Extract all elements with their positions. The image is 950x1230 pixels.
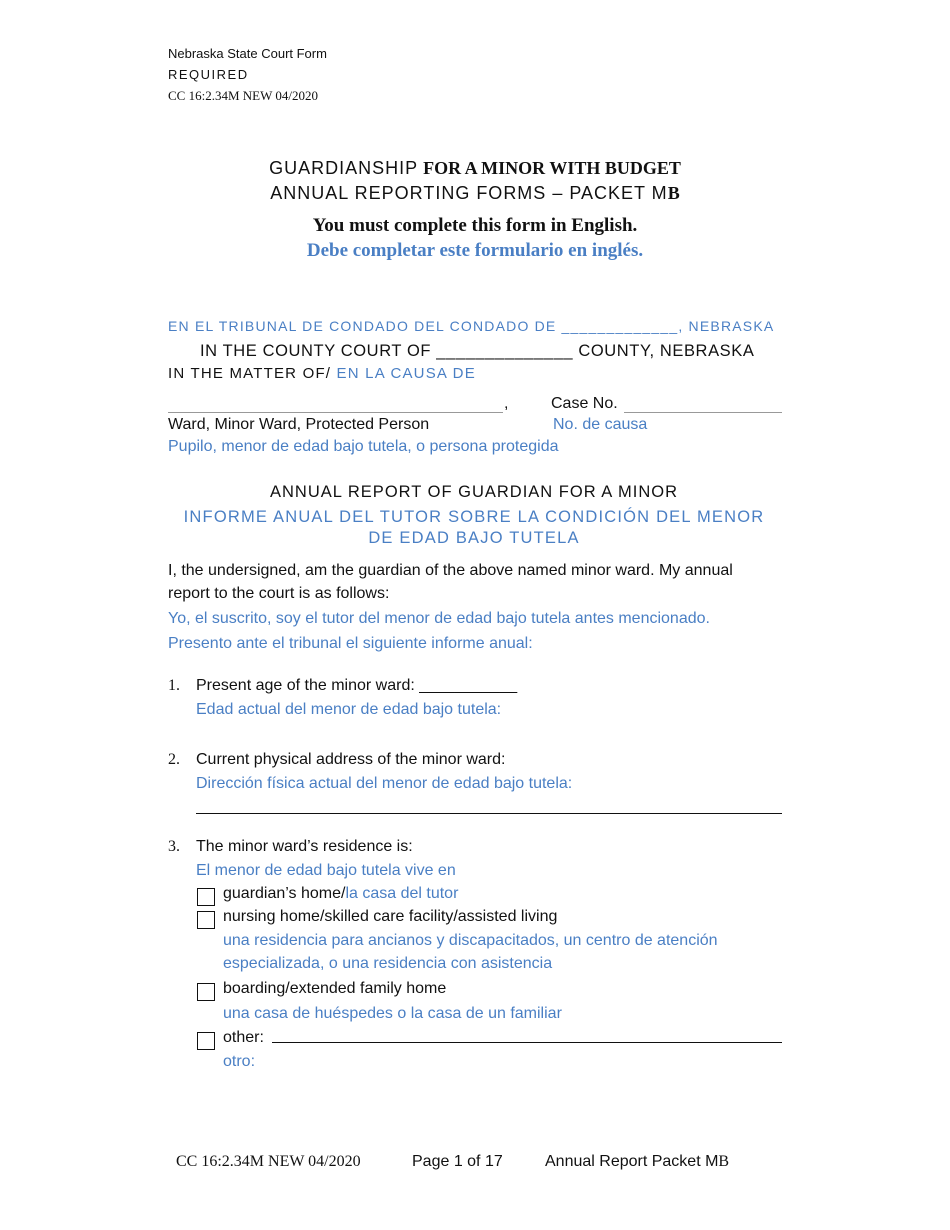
item-3-number: 3.: [168, 838, 180, 855]
item-1-number: 1.: [168, 677, 180, 694]
intro-english-2: report to the court is as follows:: [168, 585, 390, 602]
item-3-spanish: El menor de edad bajo tutela vive en: [196, 862, 456, 879]
ward-label-english: Ward, Minor Ward, Protected Person: [168, 416, 430, 433]
intro-english-1: I, the undersigned, am the guardian of the above named minor ward. My annual: [168, 562, 733, 579]
nursing-home-checkbox[interactable]: [197, 911, 215, 929]
spanish-notice: Debe completar este formulario en inglés.: [306, 240, 644, 261]
report-title-english: ANNUAL REPORT OF GUARDIAN FOR A MINOR: [269, 483, 678, 501]
item-1-english: Present age of the minor ward: ___________: [196, 677, 518, 694]
form-title-line2: ANNUAL REPORTING FORMS – PACKET MB: [270, 183, 680, 203]
form-header-number: CC 16:2.34M NEW 04/2020: [168, 88, 318, 103]
ward-name-line[interactable]: [168, 412, 503, 413]
report-title-spanish-1: INFORME ANUAL DEL TUTOR SOBRE LA CONDICIÓN DEL MENOR: [183, 508, 765, 526]
form-title-line1: GUARDIANSHIP FOR A MINOR WITH BUDGET: [269, 158, 681, 178]
option-other-label: other:: [223, 1029, 264, 1046]
option-guardians-home-label: guardian’s home/la casa del tutor: [223, 885, 459, 902]
option-nursing-home-spanish-2: especializada, o una residencia con asistencia: [223, 955, 553, 972]
form-header-required: REQUIRED: [168, 67, 249, 82]
court-caption-spanish: EN EL TRIBUNAL DE CONDADO DEL CONDADO DE _____________, NEBRASKA: [168, 318, 775, 334]
case-no-line[interactable]: [624, 412, 782, 413]
footer-form-number: CC 16:2.34M NEW 04/2020: [176, 1153, 361, 1170]
intro-spanish-2: Presento ante el tribunal el siguiente informe anual:: [168, 635, 533, 652]
option-nursing-home-label: nursing home/skilled care facility/assisted living: [223, 908, 558, 925]
other-specify-line[interactable]: [272, 1042, 782, 1043]
option-nursing-home-spanish-1: una residencia para ancianos y discapacitados, un centro de atención: [223, 932, 718, 949]
footer-packet-name: Annual Report Packet MB: [545, 1153, 730, 1170]
item-2-number: 2.: [168, 751, 180, 768]
boarding-home-checkbox[interactable]: [197, 983, 215, 1001]
intro-spanish-1: Yo, el suscrito, soy el tutor del menor de edad bajo tutela antes mencionado.: [168, 610, 710, 627]
item-2-english: Current physical address of the minor ward:: [196, 751, 506, 768]
court-caption-english: IN THE COUNTY COURT OF ______________ COUNTY, NEBRASKA: [200, 342, 755, 360]
other-checkbox[interactable]: [197, 1032, 215, 1050]
matter-of-label: IN THE MATTER OF/ EN LA CAUSA DE: [168, 365, 476, 382]
case-no-label: Case No.: [551, 395, 618, 412]
option-other-spanish: otro:: [223, 1053, 256, 1070]
form-header-name: Nebraska State Court Form: [168, 46, 327, 61]
item-2-spanish: Dirección física actual del menor de edad bajo tutela:: [196, 775, 573, 792]
report-title-spanish-2: DE EDAD BAJO TUTELA: [368, 529, 580, 547]
address-line[interactable]: [196, 813, 782, 814]
caption-comma: ,: [504, 395, 509, 412]
item-3-english: The minor ward’s residence is:: [196, 838, 413, 855]
english-notice: You must complete this form in English.: [312, 215, 638, 236]
item-1-spanish: Edad actual del menor de edad bajo tutela:: [196, 701, 502, 718]
case-no-label-spanish: No. de causa: [553, 416, 648, 433]
option-boarding-home-label: boarding/extended family home: [223, 980, 447, 997]
footer-page-number: Page 1 of 17: [412, 1153, 503, 1170]
option-boarding-home-spanish: una casa de huéspedes o la casa de un familiar: [223, 1005, 562, 1022]
ward-label-spanish: Pupilo, menor de edad bajo tutela, o persona protegida: [168, 438, 559, 455]
guardians-home-checkbox[interactable]: [197, 888, 215, 906]
